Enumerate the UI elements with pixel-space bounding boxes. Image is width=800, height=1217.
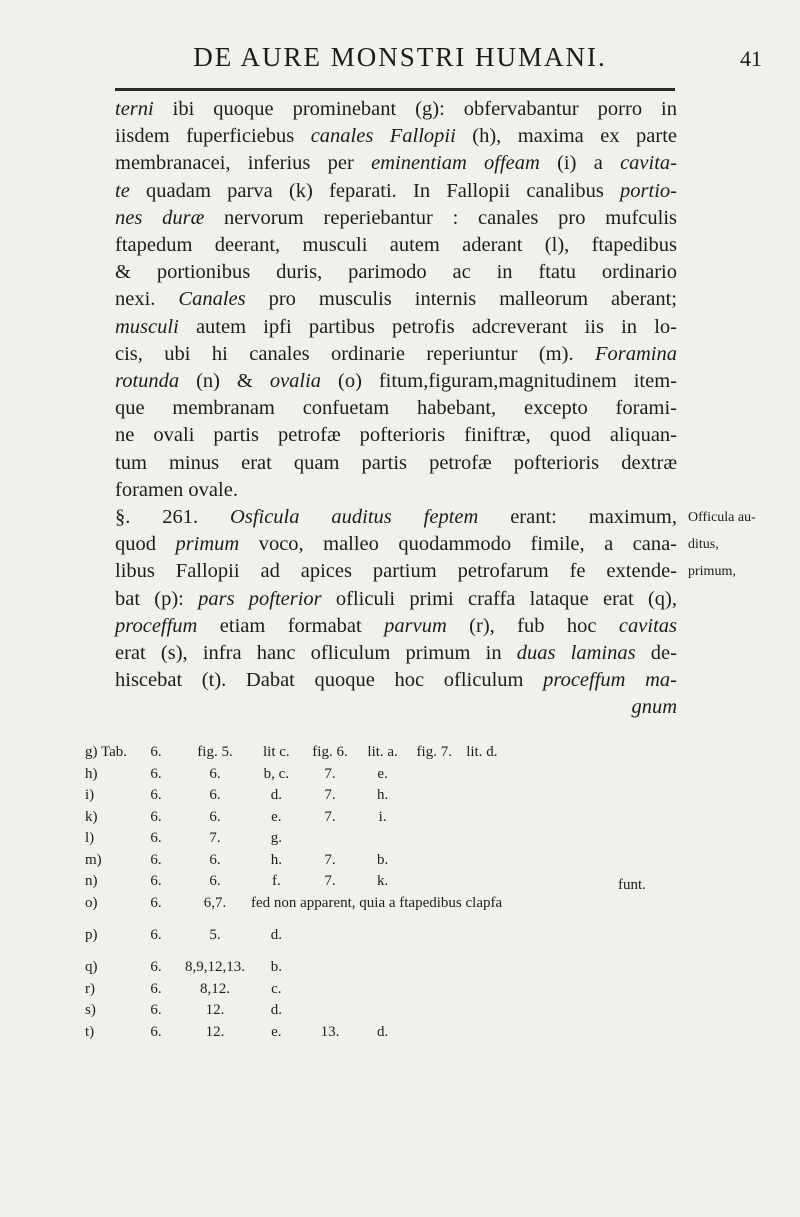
reference-cell: 7. <box>324 808 336 825</box>
reference-note: fed non apparent, quia a ftapedibus clapfa <box>251 894 503 911</box>
reference-cell: l) <box>85 830 95 847</box>
reference-cell: 6,7. <box>203 894 227 911</box>
reference-cell <box>358 828 413 850</box>
header-rule <box>115 88 675 91</box>
reference-cell: 12. <box>205 1023 225 1040</box>
reference-cell: lit. d. <box>466 744 498 761</box>
text-line: terni ibi quoque prominebant (g): obfervabantur porro in <box>115 98 677 120</box>
reference-cell <box>358 979 413 1001</box>
reference-cell: fig. 6. <box>312 744 348 761</box>
margin-note-line: Officula au- <box>688 510 756 525</box>
reference-cell: 7. <box>209 830 221 847</box>
reference-cell <box>462 828 509 850</box>
text-line: & portionibus duris, parimodo ac in ftatu ordinario <box>115 261 677 284</box>
text-line: erat (s), infra hanc ofliculum primum in duas laminas de- <box>115 642 677 665</box>
reference-cell: 6. <box>150 980 162 997</box>
reference-cell <box>413 979 462 1001</box>
reference-row <box>85 893 508 915</box>
reference-row <box>85 979 508 1001</box>
margin-note-line: primum, <box>688 564 736 580</box>
reference-cell: 8,12. <box>200 980 230 997</box>
text-line: foramen ovale. <box>115 478 238 501</box>
reference-cell: lit. a. <box>367 744 398 761</box>
reference-cell <box>462 1022 509 1044</box>
margin-note-line: ditus, <box>688 537 719 553</box>
reference-cell <box>413 871 462 893</box>
reference-cell: h. <box>270 851 282 868</box>
reference-cell: 5. <box>209 927 221 943</box>
reference-row <box>85 764 508 786</box>
reference-table <box>85 742 508 1043</box>
reference-cell <box>413 1022 462 1044</box>
reference-cell: fig. 7. <box>416 744 452 761</box>
reference-cell: r) <box>85 980 95 997</box>
reference-cell <box>308 957 359 979</box>
text-line: cis, ubi hi canales ordinarie reperiuntur (m). Foramina <box>115 342 677 365</box>
reference-cell <box>358 1000 413 1022</box>
reference-cell: 6. <box>209 873 221 890</box>
page-number: 41 <box>740 46 762 71</box>
reference-cell: 6. <box>209 808 221 825</box>
reference-cell: g) Tab. <box>85 744 127 761</box>
reference-cell <box>308 914 359 957</box>
text-line: musculi autem ipfi partibus petrofis adcreverant iis in lo- <box>115 315 677 338</box>
reference-cell: 7. <box>324 851 336 868</box>
margin-note <box>688 504 800 586</box>
text-line: que membranam confuetam habebant, excepto forami- <box>115 397 677 420</box>
reference-cell <box>462 914 509 957</box>
reference-cell: 12. <box>205 1002 225 1019</box>
reference-cell <box>462 785 509 807</box>
reference-cell: 6. <box>150 744 162 761</box>
reference-row <box>85 957 508 979</box>
reference-row <box>85 742 508 764</box>
text-line: iisdem fuperficiebus canales Fallopii (h), maxima ex parte <box>115 125 677 148</box>
reference-row <box>85 807 508 829</box>
reference-cell: 6. <box>150 959 162 976</box>
reference-row <box>85 785 508 807</box>
reference-row <box>85 1000 508 1022</box>
reference-cell <box>462 957 509 979</box>
reference-cell: d. <box>270 787 282 804</box>
reference-cell: k) <box>85 808 98 825</box>
reference-cell: d. <box>270 1002 282 1019</box>
text-line: ftapedum deerant, musculi autem aderant (l), ftapedibus <box>115 234 677 257</box>
text-line: nexi. Canales pro musculis internis malleorum aberant; <box>115 288 678 311</box>
reference-cell: i) <box>85 787 95 804</box>
reference-cell <box>462 871 509 893</box>
text-line: bat (p): pars pofterior ofliculi primi craffa lataque erat (q), <box>115 587 677 610</box>
reference-cell: i. <box>378 808 387 825</box>
reference-cell: p) <box>85 927 98 943</box>
text-line: tum minus erat quam partis petrofæ pofterioris dextræ <box>115 451 677 474</box>
body-text <box>115 96 677 722</box>
text-line: proceffum etiam formabat parvum (r), fub hoc cavitas <box>115 614 677 637</box>
reference-continuation: funt. <box>618 877 646 893</box>
reference-cell: b, c. <box>263 765 290 782</box>
reference-cell <box>413 828 462 850</box>
reference-cell: g. <box>270 830 282 847</box>
reference-cell: 6. <box>150 894 162 911</box>
reference-cell: q) <box>85 959 98 976</box>
reference-row <box>85 828 508 850</box>
reference-cell <box>462 1000 509 1022</box>
text-line: gnum <box>631 696 677 719</box>
reference-cell <box>462 850 509 872</box>
reference-row <box>85 1022 508 1044</box>
reference-cell: 8,9,12,13. <box>185 959 245 976</box>
reference-cell: d. <box>377 1023 389 1040</box>
reference-cell: 6. <box>150 765 162 782</box>
reference-cell: m) <box>85 851 102 868</box>
reference-cell <box>413 914 462 957</box>
reference-cell: 6. <box>150 1002 162 1019</box>
reference-cell <box>462 807 509 829</box>
text-line: membranacei, inferius per eminentiam offeam (i) a cavita- <box>115 152 677 175</box>
text-line: hiscebat (t). Dabat quoque hoc ofliculum proceffum ma- <box>115 669 677 692</box>
reference-row <box>85 850 508 872</box>
reference-cell <box>413 850 462 872</box>
text-line: libus Fallopii ad apices partium petrofarum fe extende- <box>115 560 677 583</box>
reference-cell <box>413 785 462 807</box>
reference-cell: k. <box>377 873 389 890</box>
reference-cell: 6. <box>150 851 162 868</box>
reference-cell: e. <box>377 765 388 782</box>
reference-cell: 6. <box>209 787 221 804</box>
reference-cell: 6. <box>150 1023 162 1040</box>
reference-cell <box>308 1000 359 1022</box>
reference-cell: h) <box>85 765 98 782</box>
reference-cell: 6. <box>209 851 221 868</box>
text-line: ne ovali partis petrofæ pofterioris finiftræ, quod aliquan- <box>115 424 677 447</box>
running-head <box>0 42 800 73</box>
reference-cell: e. <box>271 1023 282 1040</box>
reference-cell <box>308 979 359 1001</box>
reference-cell: 6. <box>150 830 162 847</box>
reference-cell <box>358 914 413 957</box>
reference-cell: b. <box>377 851 389 868</box>
reference-cell: 13. <box>320 1023 340 1040</box>
reference-cell: d. <box>270 927 282 943</box>
reference-cell <box>413 764 462 786</box>
reference-cell: fig. 5. <box>197 744 233 761</box>
reference-cell <box>413 957 462 979</box>
text-line: §. 261. Osficula auditus feptem erant: maximum, <box>115 506 677 529</box>
reference-cell: 6. <box>150 808 162 825</box>
reference-cell: 7. <box>324 873 336 890</box>
text-line: rotunda (n) & ovalia (o) fitum,figuram,magnitudinem item- <box>115 370 677 393</box>
reference-cell: o) <box>85 894 98 911</box>
reference-cell: 6. <box>150 873 162 890</box>
text-line: te quadam parva (k) feparati. In Fallopii canalibus portio- <box>115 179 677 202</box>
reference-cell: c. <box>271 980 282 997</box>
reference-cell <box>413 1000 462 1022</box>
text-line: nes duræ nervorum reperiebantur : canales pro mufculis <box>115 206 677 229</box>
reference-cell <box>462 979 509 1001</box>
reference-cell: n) <box>85 873 98 890</box>
reference-cell: f. <box>271 873 281 890</box>
reference-cell <box>308 828 359 850</box>
reference-cell: s) <box>85 1002 96 1019</box>
reference-cell: 7. <box>324 765 336 782</box>
reference-row <box>85 914 508 957</box>
running-title: DE AURE MONSTRI HUMANI. <box>193 42 607 72</box>
reference-cell: 6. <box>150 927 162 943</box>
reference-row <box>85 871 508 893</box>
reference-cell <box>358 957 413 979</box>
reference-cell: e. <box>271 808 282 825</box>
reference-cell: 6. <box>209 765 221 782</box>
reference-cell: 7. <box>324 787 336 804</box>
reference-cell: b. <box>270 959 282 976</box>
reference-cell <box>462 764 509 786</box>
reference-cell: t) <box>85 1023 95 1040</box>
reference-cell: lit c. <box>263 744 290 761</box>
reference-cell: h. <box>377 787 389 804</box>
reference-cell: 6. <box>150 787 162 804</box>
text-line: quod primum voco, malleo quodammodo fimile, a cana- <box>115 533 677 556</box>
reference-cell <box>413 807 462 829</box>
